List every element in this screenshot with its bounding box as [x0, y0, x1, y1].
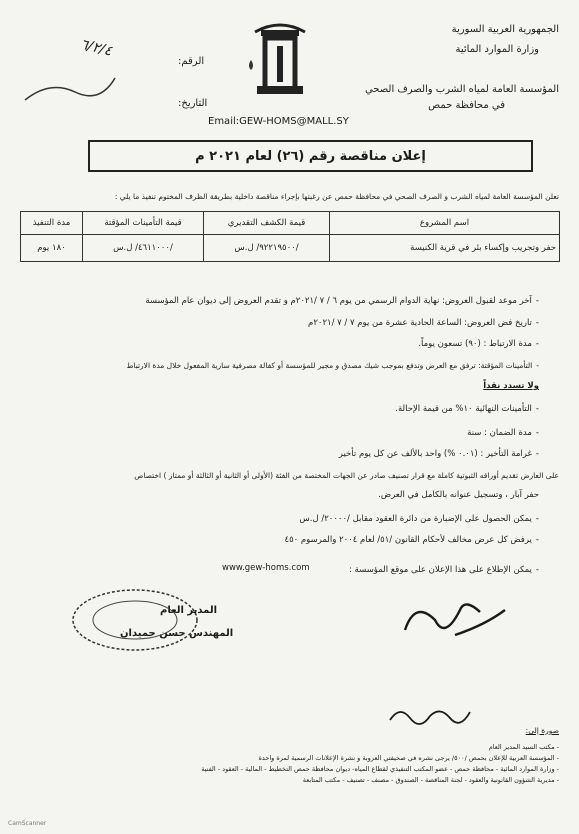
cc-item-4: - مديرية الشؤون القانونية والعقود - لجنة المناقصة - الصندوق - مصنف - تصنيف - مكتب المتابعة	[302, 776, 559, 784]
handwritten-for-info	[385, 700, 475, 730]
country-name: الجمهورية العربية السورية	[451, 24, 559, 35]
email-address: Email:GEW-HOMS@MALL.SY	[208, 116, 349, 127]
column-header-project: اسم المشروع	[330, 212, 560, 235]
copy-to-label: صورة إلى:	[525, 726, 559, 735]
handwritten-signature	[385, 590, 515, 650]
number-label: الرقم:	[178, 56, 205, 67]
date-label: التاريخ:	[178, 98, 208, 109]
cc-item-1: - مكتب السيد المدير العام	[488, 743, 559, 751]
cell-estimate: /٩٢٢١٩٥٠٠/ ل.س	[204, 235, 330, 262]
scanner-watermark: CamScanner	[8, 820, 47, 827]
organization-name: المؤسسة العامة لمياه الشرب والصرف الصحي	[364, 84, 559, 95]
ministry-name: وزارة الموارد المائية	[455, 44, 539, 55]
clause-penalty: - غرامة التأخير : (٠.٠١ %) واحد بالألف عن كل يوم تأخير	[339, 449, 539, 459]
clause-no-cash: ولا تسدد نقداً	[483, 381, 539, 391]
clause-documents-cont: حفر آبار ، وتسجيل عنوانه بالكامل في العرض.	[378, 490, 539, 500]
column-header-estimate: قيمة الكشف التقديري	[204, 212, 330, 235]
clause-temporary-guarantee: - التأمينات المؤقتة: ترفق مع العرض وتدفع بموجب شيك مصدق و مجير للمؤسسة أو كفالة مصرفية سارية المفعول خلال مدة الارتباط	[126, 361, 539, 370]
website-link[interactable]: www.gew-homs.com	[222, 563, 310, 573]
table-row	[21, 235, 560, 262]
clause-opening-date: - تاريخ فض العروض: الساعة الحادية عشرة من يوم ٧ / ٧ /٢٠٢١م	[308, 318, 539, 328]
official-stamp	[65, 585, 205, 655]
table-header-row	[21, 212, 560, 235]
clause-file-price: - يمكن الحصول على الإضبارة من دائرة العقود مقابل /٢٠٠٠٠/ ل.س	[299, 514, 539, 524]
governorate-name: في محافظة حمص	[428, 100, 505, 111]
handwritten-scribble	[20, 70, 120, 110]
handwritten-reference-number: ٦/٢/٤	[78, 36, 114, 60]
clause-website-note: - يمكن الإطلاع على هذا الإعلان على موقع المؤسسة :	[349, 565, 539, 575]
clause-deadline: - آخر موعد لقبول العروض: نهاية الدوام الرسمي من يوم ٦ / ٧ /٢٠٢١م و تقدم العروض إلى ديوان عام المؤسسة	[145, 296, 539, 306]
announcement-title: إعلان مناقصة رقم (٢٦) لعام ٢٠٢١ م	[88, 140, 533, 172]
cell-project-name: حفر وتجريب وإكساء بئر في قرية الكنيسة	[330, 235, 560, 262]
clause-documents: على العارض تقديم أوراقه الثبوتية كاملة مع قرار تصنيف صادر عن الجهات المختصة من الفئة (الأولى أو الثانية أو الثالثة أو ممتاز ) اختصاص	[134, 471, 559, 480]
organization-logo	[245, 20, 315, 100]
clause-final-guarantee: - التأمينات النهائية ١٠% من قيمة الإحالة.	[395, 404, 539, 414]
cc-item-2: - المؤسسة العربية للإعلان بحمص /٥٠٠/ يرجى نشره في صحيفتي العروبة و نشرة الإعلانات الرسمية لمرة واحدة	[258, 754, 559, 762]
clause-warranty: - مدة الضمان : سنة	[467, 428, 539, 438]
intro-paragraph: تعلن المؤسسة العامة لمياه الشرب و الصرف الصحي في محافظة حمص عن رغبتها بإجراء مناقصة داخلية بطريقة الظرف المختوم تنفيذ ما يلي :	[114, 192, 559, 201]
cell-duration: ١٨٠ يوم	[21, 235, 83, 262]
cell-guarantee: /٤٦١١٠٠٠/ ل.س	[83, 235, 204, 262]
tender-table	[20, 211, 560, 262]
signature-title: المدير العام	[160, 605, 218, 616]
column-header-guarantee: قيمة التأمينات المؤقتة	[83, 212, 204, 235]
cc-item-3: - وزارة الموارد المائية - محافظة حمص - عضو المكتب التنفيذي لقطاع المياه- ديوان محافظة حمص التخطيط - المالية - العقود - الفنية	[201, 765, 559, 773]
clause-validity: - مدة الارتباط : (٩٠) تسعون يوماً.	[418, 339, 539, 349]
signature-name: المهندس حسن حميدان	[120, 628, 234, 639]
clause-law: - يرفض كل عرض مخالف لأحكام القانون /٥١/ لعام ٢٠٠٤ والمرسوم ٤٥٠	[285, 535, 539, 545]
column-header-duration: مدة التنفيذ	[21, 212, 83, 235]
